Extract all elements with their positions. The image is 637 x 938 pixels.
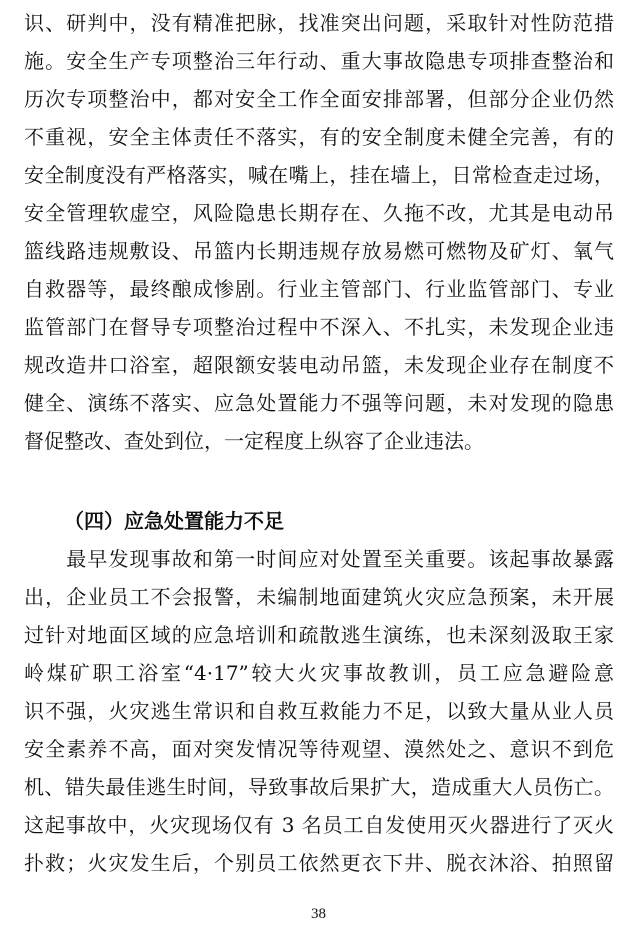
paragraph-2-line-4: 岭煤矿职工浴室“4·17”较大火灾事故教训，员工应急避险意 [24,661,614,685]
paragraph-1-line-3: 历次专项整治中，都对安全工作全面安排部署，但部分企业仍然 [24,87,614,111]
paragraph-2-line-1: 最早发现事故和第一时间应对处置至关重要。该起事故暴露 [24,547,614,571]
section-heading: （四）应急处置能力不足 [64,509,284,533]
paragraph-1-line-11: 健全、演练不落实、应急处置能力不强等问题，未对发现的隐患 [24,391,614,415]
paragraph-1-line-2: 施。安全生产专项整治三年行动、重大事故隐患专项排查整治和 [24,49,614,73]
paragraph-1-line-5: 安全制度没有严格落实，喊在嘴上，挂在墙上，日常检查走过场， [24,163,614,187]
paragraph-1-line-1: 识、研判中，没有精准把脉，找准突出问题，采取针对性防范措 [24,11,614,35]
paragraph-2-line-9: 扑救；火灾发生后，个别员工依然更衣下井、脱衣沐浴、拍照留 [24,851,614,875]
page-number: 38 [311,906,326,922]
paragraph-2-line-8: 这起事故中，火灾现场仅有 3 名员工自发使用灭火器进行了灭火 [24,813,614,837]
paragraph-2-line-3: 过针对地面区域的应急培训和疏散逃生演练，也未深刻汲取王家 [24,623,614,647]
paragraph-2-line-7: 机、错失最佳逃生时间，导致事故后果扩大，造成重大人员伤亡。 [24,775,614,799]
paragraph-1-line-8: 自救器等，最终酿成惨剧。行业主管部门、行业监管部门、专业 [24,277,614,301]
paragraph-2-line-5: 识不强，火灾逃生常识和自救互救能力不足，以致大量从业人员 [24,699,614,723]
paragraph-2-line-6: 安全素养不高，面对突发情况等待观望、漠然处之、意识不到危 [24,737,614,761]
paragraph-2-line-2: 出，企业员工不会报警，未编制地面建筑火灾应急预案，未开展 [24,585,614,609]
paragraph-1-line-12: 督促整改、查处到位，一定程度上纵容了企业违法。 [24,429,484,453]
paragraph-1-line-7: 篮线路违规敷设、吊篮内长期违规存放易燃可燃物及矿灯、氧气 [24,239,614,263]
paragraph-1-line-4: 不重视，安全主体责任不落实，有的安全制度未健全完善，有的 [24,125,614,149]
paragraph-1-line-9: 监管部门在督导专项整治过程中不深入、不扎实，未发现企业违 [24,315,614,339]
paragraph-1-line-6: 安全管理软虚空，风险隐患长期存在、久拖不改，尤其是电动吊 [24,201,614,225]
paragraph-1-line-10: 规改造井口浴室，超限额安装电动吊篮，未发现企业存在制度不 [24,353,614,377]
